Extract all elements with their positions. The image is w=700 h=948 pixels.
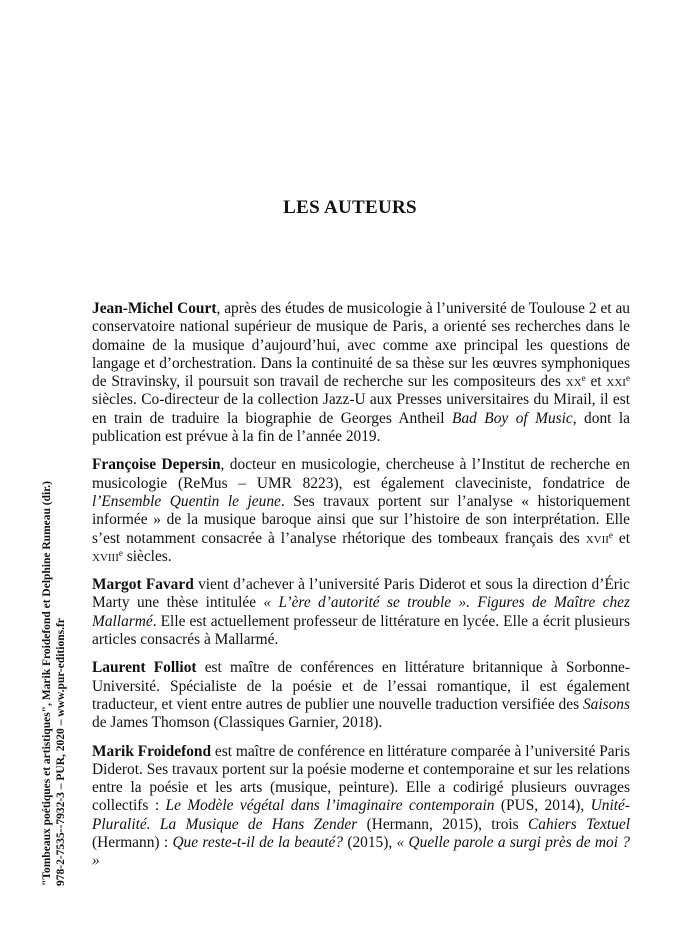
author-entry-court	[92, 300, 630, 446]
author-entry-depersin	[92, 456, 630, 566]
author-name: Marik Froidefond	[92, 742, 212, 760]
superscript: e	[118, 547, 123, 558]
authors-list	[92, 300, 630, 881]
page-title: LES AUTEURS	[283, 197, 417, 218]
work-title: « L’ère d’autorité se trouble ». Figures de Maître chez Mallarmé	[92, 594, 630, 630]
author-name: Jean-Michel Court	[92, 300, 217, 317]
bio-text: siècles. Co-directeur de la collection Jazz-U aux Presses universitaires du Mirail, il est en train de traduire la biographie de Georges Antheil	[92, 391, 630, 427]
spine-isbn-publisher: 978-2-7535--7932-3 – PUR, 2020 – www.pur-editions.fr	[55, 618, 67, 886]
work-title: « Quelle parole a surgi près de moi ? »	[92, 834, 630, 870]
bio-text: vient d’achever à l’université Paris Diderot et sous la direction d’Éric Marty une thèse intitulée	[92, 576, 631, 612]
bio-text: est maître de conférences en littérature britannique à Sorbonne-Université. Spécialiste de la poésie et de l’essai romantique, il est également traducteur, et vient entre autres de publier une nouvelle traduction versifiée des	[92, 659, 630, 713]
bio-text: . Elle est actuellement professeur de littérature en lycée. Elle a écrit plusieurs articles consacrés à Mallarmé.	[92, 612, 630, 649]
bio-text: , docteur en musicologie, chercheuse à l’Institut de recherche en musicologie (ReMus – UMR 8223), est également claveciniste, fondatrice de	[92, 456, 630, 492]
author-entry-folliot	[92, 659, 630, 732]
bio-text: et	[585, 373, 607, 391]
bio-text: est maître de conférence en littérature comparée à l’université Paris Diderot. Ses travaux portent sur la poésie moderne et contemporaine et sur les relations entre la poésie et les arts (musique, peinture). Elle a codirigé plusieurs ouvrages collectifs :	[92, 742, 630, 815]
bio-text: et	[612, 529, 630, 547]
century-numeral: xviii	[92, 547, 119, 565]
bio-text: , dont la publication est prévue à la fin de l’année 2019.	[92, 409, 630, 446]
bio-text: de James Thomson (Classiques Garnier, 2018).	[92, 714, 383, 732]
work-title: Bad Boy of Music	[452, 409, 573, 427]
author-name: Laurent Folliot	[92, 659, 197, 677]
bio-text: . Ses travaux portent sur l’analyse « historiquement informée » de la musique baroque ainsi que sur l’histoire de son interprétation. Elle s’est notamment consacrée à l’analyse rhétorique des tombeaux français des	[92, 492, 630, 547]
work-title: Saisons	[582, 695, 630, 713]
work-title: Que reste-t-il de la beauté?	[172, 834, 343, 852]
bio-text: (PUS, 2014),	[494, 797, 591, 815]
superscript: e	[581, 373, 586, 384]
century-numeral: xx	[565, 373, 582, 391]
superscript: e	[608, 529, 613, 540]
author-entry-froidefond	[92, 743, 630, 871]
spine-copyright	[40, 286, 68, 886]
bio-text: (Hermann) :	[92, 834, 173, 852]
work-title: Unité-Pluralité. La Musique de Hans Zender	[92, 797, 630, 833]
author-entry-favard	[92, 576, 630, 649]
work-title: l’Ensemble Quentin le jeune	[92, 492, 281, 510]
century-numeral: xxi	[606, 373, 626, 391]
bio-text: siècles.	[122, 547, 172, 565]
bio-text: (Hermann, 2015), trois	[357, 815, 529, 833]
work-title: Cahiers Textuel	[528, 815, 630, 833]
bio-text: (2015),	[343, 834, 397, 852]
author-name: Margot Favard	[92, 576, 194, 594]
spine-book-title: "Tombeaux poétiques et artistiques", Marik Froidefond et Delphine Rumeau (dir.)	[41, 481, 53, 886]
century-numeral: xvii	[585, 529, 609, 547]
author-name: Françoise Depersin	[92, 456, 221, 474]
superscript: e	[625, 373, 630, 384]
work-title: Le Modèle végétal dans l’imaginaire contemporain	[165, 797, 495, 815]
bio-text: , après des études de musicologie à l’université de Toulouse 2 et au conservatoire national supérieur de musique de Paris, a orienté ses recherches dans le domaine de la musique d’aujourd’hui, avec comme axe principal les questions de langage et d’orchestration. Dans la continuité de sa thèse sur les œuvres symphoniques de Stravinsky, il poursuit son travail de recherche sur les compositeurs des	[92, 300, 630, 391]
